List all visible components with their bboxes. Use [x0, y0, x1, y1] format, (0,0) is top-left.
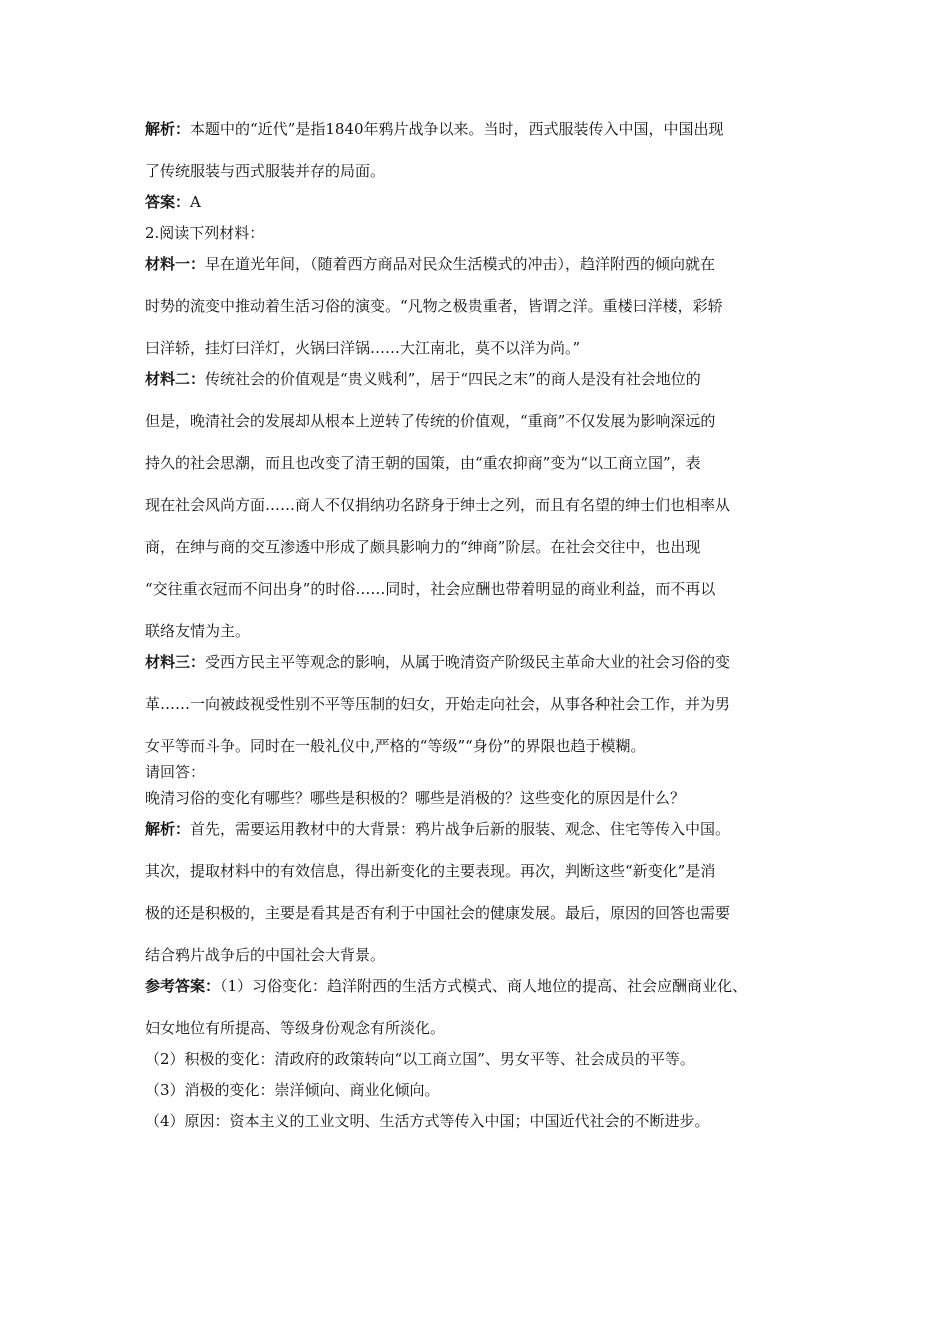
material1-label: 材料一：	[145, 255, 206, 273]
reference-answer-point-3: （3）消极的变化：崇洋倾向、商业化倾向。	[145, 1081, 440, 1099]
material3-line-2: 革……一向被歧视受性别不平等压制的妇女，开始走向社会，从事各种社会工作，并为男	[145, 695, 731, 713]
material3-line-3: 女平等而斗争。同时在一般礼仪中,严格的“等级”“身份”的界限也趋于模糊。	[145, 737, 646, 755]
document-page	[145, 118, 825, 1141]
material2-line-6: “交往重衣冠而不问出身”的时俗……同时，社会应酬也带着明显的商业利益，而不再以	[145, 580, 716, 598]
reference-answer-point-2: （2）积极的变化：清政府的政策转向“以工商立国”、男女平等、社会成员的平等。	[145, 1050, 695, 1068]
question2-title: 2.阅读下列材料：	[145, 224, 265, 242]
analysis1-line-2: 了传统服装与西式服装并存的局面。	[145, 162, 386, 180]
material2-line-3: 持久的社会思潮，而且也改变了清王朝的国策，由“重农抑商”变为“以工商立国”，表	[145, 454, 701, 472]
material3-label: 材料三：	[145, 653, 206, 671]
material2-line-5: 商，在绅与商的交互渗透中形成了颇具影响力的“绅商”阶层。在社会交往中，也出现	[145, 538, 701, 556]
material2-line-2: 但是，晚清社会的发展却从根本上逆转了传统的价值观，“重商”不仅发展为影响深远的	[145, 412, 716, 430]
analysis2-line-3: 极的还是积极的，主要是看其是否有利于中国社会的健康发展。最后，原因的回答也需要	[145, 904, 731, 922]
material1-line-3: 曰洋轿，挂灯曰洋灯，火锅曰洋锅……大江南北，莫不以洋为尚。”	[145, 339, 581, 357]
material3-line-1: 材料三：受西方民主平等观念的影响，从属于晚清资产阶级民主革命大业的社会习俗的变	[145, 653, 731, 671]
material2-line-1: 材料二：传统社会的价值观是“贵义贱利”，居于“四民之末”的商人是没有社会地位的	[145, 370, 701, 388]
analysis2-line-2: 其次，提取材料中的有效信息，得出新变化的主要表现。再次，判断这些“新变化”是消	[145, 862, 716, 880]
analysis1-line-1: 解析：本题中的“近代”是指1840年鸦片战争以来。当时，西式服装传入中国，中国出现	[145, 120, 724, 138]
material2-label: 材料二：	[145, 370, 206, 388]
material2-line-4: 现在社会风尚方面……商人不仅捐纳功名跻身于绅士之列，而且有名望的绅士们也相率从	[145, 496, 731, 514]
answer1-label: 答案：	[145, 193, 191, 211]
analysis2-line-4: 结合鸦片战争后的中国社会大背景。	[145, 946, 386, 964]
analysis2-line-1: 解析：首先，需要运用教材中的大背景：鸦片战争后新的服装、观念、住宅等传入中国。	[145, 820, 731, 838]
reference-answer-line-1: 参考答案：（1）习俗变化：趋洋附西的生活方式模式、商人地位的提高、社会应酬商业化、	[145, 977, 748, 995]
reference-answer-point-4: （4）原因：资本主义的工业文明、生活方式等传入中国；中国近代社会的不断进步。	[145, 1112, 710, 1130]
analysis1-label: 解析：	[145, 120, 191, 138]
question2-prompt: 请回答：	[145, 763, 206, 781]
analysis2-label: 解析：	[145, 820, 191, 838]
material2-line-7: 联络友情为主。	[145, 622, 251, 640]
answer1-line	[145, 191, 825, 213]
question2-question: 晚清习俗的变化有哪些？哪些是积极的？哪些是消极的？这些变化的原因是什么？	[145, 789, 686, 807]
material1-line-2: 时势的流变中推动着生活习俗的演变。“凡物之极贵重者，皆谓之洋。重楼曰洋楼，彩轿	[145, 297, 723, 315]
reference-answer-label: 参考答案：	[145, 977, 221, 995]
material1-line-1: 材料一：早在道光年间，（随着西方商品对民众生活模式的冲击），趋洋附西的倾向就在	[145, 255, 716, 273]
answer1-value: A	[190, 193, 201, 211]
reference-answer-line-2: 妇女地位有所提高、等级身份观念有所淡化。	[145, 1019, 446, 1037]
